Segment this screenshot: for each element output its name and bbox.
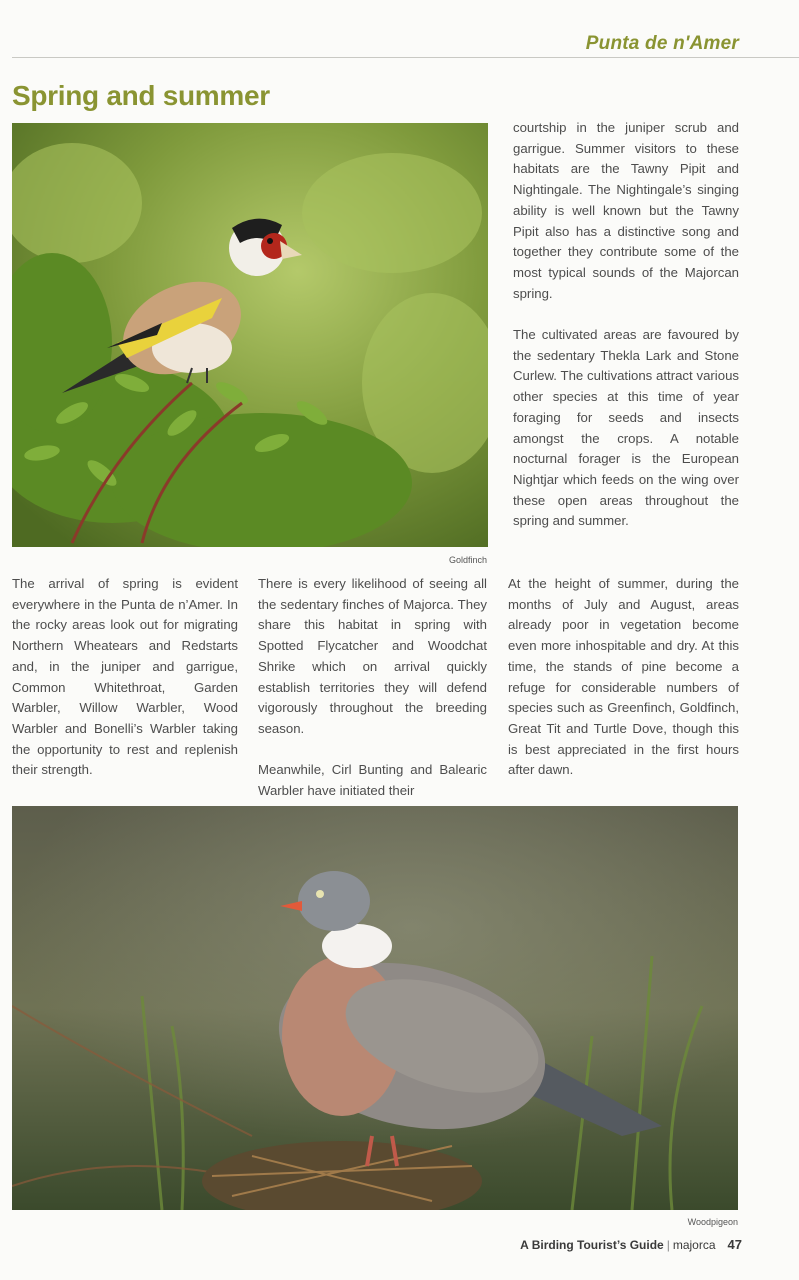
page-number: 47	[727, 1237, 742, 1252]
guide-title: A Birding Tourist’s Guide	[520, 1238, 664, 1252]
running-header: Punta de n'Amer	[585, 33, 739, 54]
left-column	[12, 574, 238, 802]
paragraph: Meanwhile, Cirl Bunting and Balearic Warbler have initiated their	[258, 762, 487, 799]
section-title: Spring and summer	[12, 80, 270, 111]
woodpigeon-caption: Woodpigeon	[687, 1217, 738, 1227]
right-column-top	[513, 118, 739, 553]
footer	[520, 1237, 742, 1252]
middle-column	[258, 574, 487, 822]
paragraph: There is every likelihood of seeing all the sedentary finches of Majorca. They share this habitat in spring with Spotted Flycatcher and Woodchat Shrike which on arrival quickly establish territories they will defend vigorously throughout the breeding season.	[258, 576, 487, 736]
paragraph: courtship in the juniper scrub and garrigue. Summer visitors to these habitats are the Tawny Pipit and Nightingale. The Nightingale’s singing ability is well known but the Tawny Pipit also has a distinctive song and together they contribute some of the most typical sounds of the Majorcan spring.	[513, 120, 739, 301]
header-divider	[12, 57, 799, 58]
region-label: majorca	[672, 1238, 716, 1252]
paragraph: The cultivated areas are favoured by the sedentary Thekla Lark and Stone Curlew. The cultivations attract various other species at this time of year foraging for seeds and insects amongst the crops. A notable nocturnal forager is the European Nightjar which feeds on the wing over these open areas throughout the spring and summer.	[513, 327, 739, 529]
footer-separator: |	[666, 1238, 670, 1252]
paragraph: At the height of summer, during the months of July and August, areas already poor in vegetation become even more inhospitable and dry. At this time, the stands of pine become a refuge for considerable numbers of species such as Greenfinch, Goldfinch, Great Tit and Turtle Dove, though this is best appreciated in the first hours after dawn.	[508, 576, 739, 778]
right-column-bottom	[508, 574, 739, 802]
woodpigeon-photo	[12, 806, 738, 1210]
goldfinch-photo	[12, 123, 488, 547]
goldfinch-caption: Goldfinch	[448, 555, 487, 565]
paragraph: The arrival of spring is evident everywhere in the Punta de n’Amer. In the rocky areas look out for migrating Northern Wheatears and Redstarts and, in the juniper and garrigue, Common Whitethroat, Garden Warbler, Willow Warbler, Wood Warbler and Bonelli’s Warbler taking the opportunity to rest and replenish their strength.	[12, 576, 238, 778]
